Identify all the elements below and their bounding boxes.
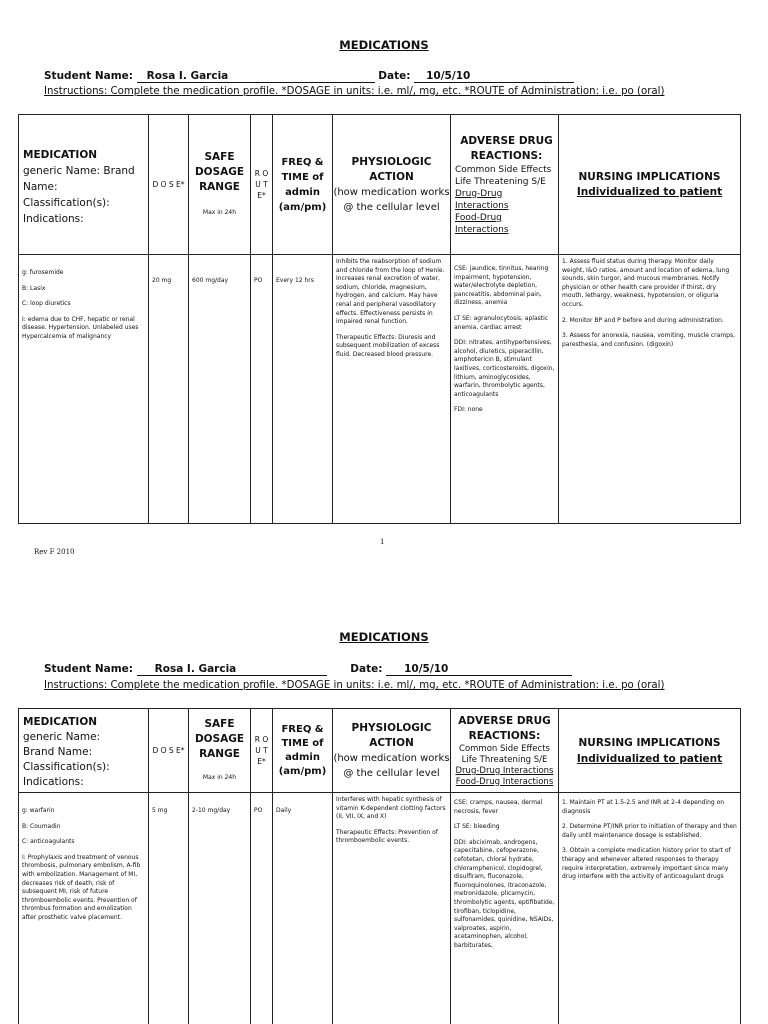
instructions: Instructions: Complete the medication profile. *DOSAGE in units: i.e. ml/, mg, etc. *ROUTE of Administration: i.e. po (oral)	[44, 680, 665, 691]
header-route: R O U T E*	[251, 115, 273, 255]
header-nursing-implications: NURSING IMPLICATIONS Individualized to patient	[559, 115, 741, 255]
student-name-value: Rosa I. Garcia	[137, 70, 375, 83]
header-adverse-reactions: ADVERSE DRUG REACTIONS: Common Side Effects Life Threatening S/E Drug-Drug Interactions Food-Drug Interactions	[451, 115, 559, 255]
cell-nursing-implications: 1. Maintain PT at 1.5-2.5 and INR at 2-4 depending on diagnosis 2. Determine PT/INR prior to initiation of therapy and then daily until maintenance dosage is established. 3. Obtain a complete medication history prior to start of therapy and whenever altered responses to therapy require interpretation, extremely important since many drug interfere with the activity of anticoagulant drugs	[559, 793, 741, 1024]
header-frequency: FREQ & TIME of admin (am/pm)	[273, 115, 333, 255]
cell-adverse-reactions: CSE: cramps, nausea, dermal necrosis, fever LT SE: bleeding DDI: abciximab, androgens, capecitabine, cefoperazone, cefotetan, chloral hydrate, chloramphenicol, clopidogrel, disulfiram, fluconazole, fluoroquinolones, itraconazole, metronidazole, plicamycin, thrombolytic agents, eptifibatide, tirofiban, ticlopidine, sulfonamides, quinidine, NSAIDs, valproates, aspirin, acetaminophen, alcohol, barbiturates,	[451, 793, 559, 1024]
header-route: R O U T E*	[251, 709, 273, 793]
date-label: Date:	[378, 70, 411, 82]
cell-dose: 5 mg	[149, 793, 189, 1024]
student-name-label: Student Name:	[44, 663, 133, 675]
header-medication: MEDICATION generic Name: Brand Name: Classification(s): Indications:	[19, 115, 149, 255]
student-name-value: Rosa I. Garcia	[137, 663, 327, 676]
page-number: 1	[380, 538, 385, 546]
student-name-label: Student Name:	[44, 70, 133, 82]
cell-route: PO	[251, 255, 273, 524]
cell-physiologic-action: Interferes with hepatic synthesis of vitamin K-dependent clotting factors (II, VII, IX, and X) Therapeutic Effects: Prevention of thromboembolic events.	[333, 793, 451, 1024]
cell-adverse-reactions: CSE: jaundice, tinnitus, hearing impairment, hypotension, water/electrolyte depletion, pancreatitis, abdominal pain, dizziness, anemia LT SE: agranulocytosis, aplastic anemia, cardiac arrest DDI: nitrates, antihypertensives, alcohol, diuretics, piperacillin, amphotericin B, stimulant laxitives, corticosteroids, digoxin, lithium, aminoglycosides, warfarin, thrombolytic agents, anticoagulants FDI: none	[451, 255, 559, 524]
header-frequency: FREQ & TIME of admin (am/pm)	[273, 709, 333, 793]
cell-nursing-implications: 1. Assess fluid status during therapy. Monitor daily weight, I&O ratios, amount and location of edema, lung sounds, skin turgor, and mucous membranes. Notify physician or other health care provider if thirst, dry mouth, lethargy, weakness, hypotension, or oliguria occurs. 2. Monitor BP and P before and during administration. 3. Assess for anorexia, nausea, vomiting, muscle cramps, paresthesia, and confusion. (digoxin)	[559, 255, 741, 524]
page-title: MEDICATIONS	[339, 630, 429, 644]
cell-medication: g: furosemide B: Lasix C: loop diuretics I: edema due to CHF, hepatic or renal disease. Hypertension. Unlabeled uses Hypercalcemia of malignancy	[19, 255, 149, 524]
cell-frequency: Daily	[273, 793, 333, 1024]
page-title: MEDICATIONS	[339, 38, 429, 52]
student-line	[44, 663, 572, 676]
cell-route: PO	[251, 793, 273, 1024]
header-physiologic-action: PHYSIOLOGIC ACTION (how medication works @ the cellular level	[333, 709, 451, 793]
page-2	[0, 600, 768, 1024]
header-dose: D O S E*	[149, 115, 189, 255]
medication-table	[18, 114, 741, 524]
header-medication: MEDICATION generic Name: Brand Name: Classification(s): Indications:	[19, 709, 149, 793]
cell-safe-dosage: 600 mg/day	[189, 255, 251, 524]
cell-physiologic-action: Inhibits the reabsorption of sodium and chloride from the loop of Henle. Increases renal excretion of water, sodium, chloride, magnesium, hydrogen, and calcium. May have renal and peripheral vasodilatory effects. Effectiveness persists in impaired renal function. Therapeutic Effects: Diuresis and subsequent mobilization of excess fluid. Decreased blood pressure.	[333, 255, 451, 524]
instructions: Instructions: Complete the medication profile. *DOSAGE in units: i.e. ml/, mg, etc. *ROUTE of Administration: i.e. po (oral)	[44, 86, 665, 97]
header-dose: D O S E*	[149, 709, 189, 793]
cell-safe-dosage: 2-10 mg/day	[189, 793, 251, 1024]
cell-frequency: Every 12 hrs	[273, 255, 333, 524]
date-value: 10/5/10	[414, 70, 574, 83]
header-adverse-reactions: ADVERSE DRUG REACTIONS: Common Side Effects Life Threatening S/E Drug-Drug Interactions Food-Drug Interactions	[451, 709, 559, 793]
header-safe-dosage: SAFE DOSAGE RANGE Max in 24h	[189, 709, 251, 793]
cell-dose: 20 mg	[149, 255, 189, 524]
header-physiologic-action: PHYSIOLOGIC ACTION (how medication works @ the cellular level	[333, 115, 451, 255]
revision-label: Rev F 2010	[34, 548, 75, 556]
student-line	[44, 70, 574, 83]
cell-medication: g: warfarin B: Coumadin C: anticoagulants I: Prophylaxis and treatment of venous thrombosis, pulmonary embolism, A-fib with embolization. Management of MI, decreases risk of death, risk of subsequent MI, risk of future thromboembolic events. Prevention of thrombus formation and emolization after prosthetic valve placement.	[19, 793, 149, 1024]
header-nursing-implications: NURSING IMPLICATIONS Individualized to patient	[559, 709, 741, 793]
header-safe-dosage: SAFE DOSAGE RANGE Max in 24h	[189, 115, 251, 255]
date-label: Date:	[350, 663, 383, 675]
date-value: 10/5/10	[386, 663, 572, 676]
medication-table	[18, 708, 741, 1024]
